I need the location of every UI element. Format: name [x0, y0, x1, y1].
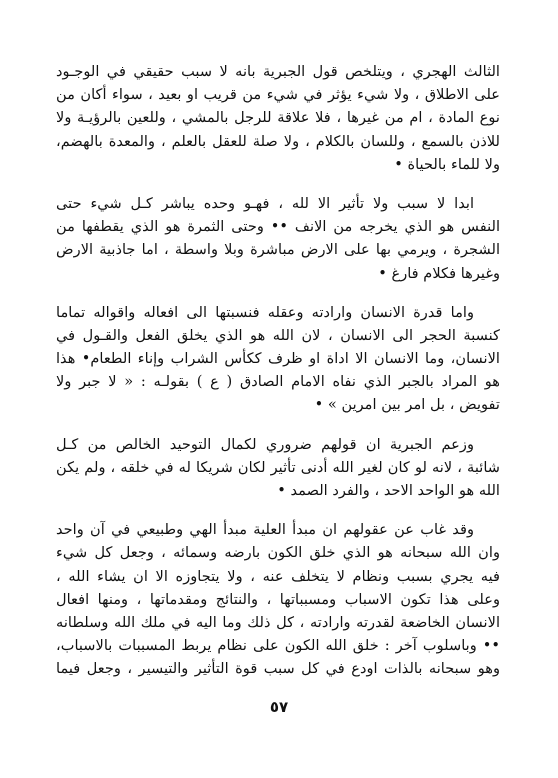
text-line: تفويض ، بل امر بين امرين » • [314, 396, 500, 414]
text-line: وقد غاب عن عقولهم ان مبدأ العلية مبدأ الهي وطبيعي في آن واحد [56, 521, 474, 539]
paragraph-gap [56, 502, 500, 518]
text-line: للاذن بالسمع ، وللسان بالكلام ، ولا صلة للعقل بالعلم ، والمعدة بالهضم، [56, 132, 500, 150]
text-line: الانسان، وما الانسان الا اداة او ظرف ككأس الشراب وإناء الطعام• هذا [56, 350, 500, 368]
text-line: وغيرها فكلام فارغ • [378, 264, 500, 282]
paragraph-3 [56, 301, 500, 417]
paragraph-gap [56, 417, 500, 433]
text-line: النفس هو الذي يخرجه من الانف •• وحتى الثمرة هو الذي يقطفها من [56, 218, 500, 236]
text-line: وزعم الجبرية ان قولهم ضروري لكمال التوحيد الخالص من كـل [56, 435, 474, 453]
text-line: ابدا لا سبب ولا تأثير الا لله ، فهـو وحده يباشر كـل شيء حتى [56, 194, 474, 212]
paragraph-2 [56, 192, 500, 285]
paragraph-gap [56, 285, 500, 301]
text-line: على الاطلاق ، ولا شيء يؤثر في شيء من قريب او بعيد ، سواء أكان من [56, 86, 500, 104]
text-line: كنسبة الحجر الى الانسان ، لان الله هو الذي يخلق الفعل والقـول في [56, 326, 500, 344]
text-line: وعلى هذا تكون الاسباب ومسبباتها ، والنتائج ومقدماتها ، ومنها افعال [56, 590, 500, 608]
text-line: •• وباسلوب آخر : خلق الله الكون على نظام يربط المسببات بالاسباب، [56, 637, 500, 655]
paragraph-1 [56, 60, 500, 176]
text-line: الله هو الواحد الاحد ، والفرد الصمد • [277, 482, 500, 499]
text-line: ولا للماء بالحياة • [394, 155, 500, 173]
text-line: نوع المادة ، ام من غيرها ، فلا علاقة للرجل بالمشي ، وللعين بالرؤيـة ولا [56, 109, 500, 127]
text-line: الانسان الخاضعة لقدرته وارادته ، كل ذلك وما اليه في ملك الله وسلطانه [56, 613, 500, 631]
text-line: الثالث الهجري ، ويتلخص قول الجبرية بانه لا سبب حقيقي في الوجـود [56, 63, 500, 80]
text-line: الشجرة ، ويرمي بها على الارض مباشرة وبلا واسطة ، اما جاذبية الارض [56, 241, 500, 259]
text-line: وهو سبحانه بالذات اودع في كل سبب قوة التأثير والتيسير ، وجعل فيما [56, 660, 500, 678]
text-line: شائبة ، لانه لو كان لغير الله أدنى تأثير لكان شريكا له في خلقه ، ولم يكن [56, 458, 500, 476]
text-line: فيه يجري بسبب ونظام لا يتخلف عنه ، ولا يتجاوزه الا ان يشاء الله ، [56, 567, 500, 585]
text-line: واما قدرة الانسان وارادته وعقله فنسبتها الى افعاله واقواله تماما [56, 303, 474, 321]
paragraph-gap [56, 176, 500, 192]
page-number: ٥٧ [269, 698, 289, 716]
body-text [56, 60, 500, 681]
paragraph-4 [56, 433, 500, 503]
text-line: وان الله سبحانه هو الذي خلق الكون بارضه وسمائه ، وجعل كل شيء [56, 544, 500, 562]
text-line: هو المراد بالجبر الذي نفاه الامام الصادق ( ع ) بقولـه : « لا جبر ولا [56, 373, 500, 391]
paragraph-5 [56, 518, 500, 680]
